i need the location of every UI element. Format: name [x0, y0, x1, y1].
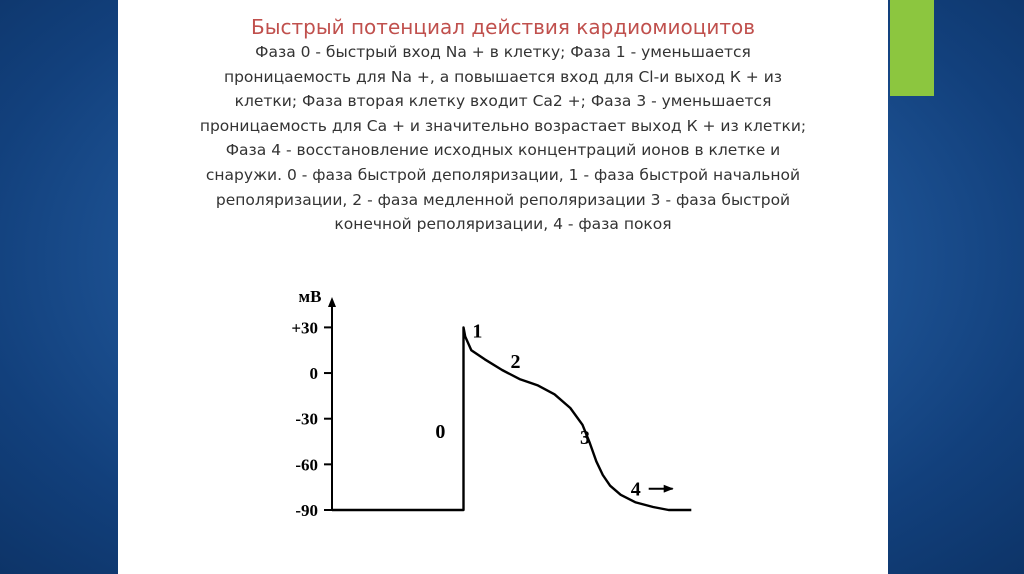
phase-label-2: 2: [510, 350, 521, 373]
slide-title: Быстрый потенциал действия кардиомиоцитов: [250, 15, 755, 39]
description-line: Фаза 4 - восстановление исходных концентраций ионов в клетке и: [225, 141, 781, 160]
accent-bar: [890, 0, 934, 96]
y-tick-label: -90: [295, 501, 318, 520]
y-tick-label: 0: [309, 364, 318, 384]
y-ticks: [291, 318, 332, 520]
phase-label-0: 0: [435, 420, 446, 443]
y-tick-label: -60: [295, 455, 318, 475]
description-line: клетки; Фаза вторая клетку входит Са2 +; Фаза 3 - уменьшается: [234, 92, 772, 111]
phase-label-1: 1: [472, 320, 483, 343]
description-line: конечной реполяризации, 4 - фаза покоя: [334, 215, 672, 234]
phase-labels: [435, 320, 640, 500]
slide: [118, 0, 888, 574]
description-line: снаружи. 0 - фаза быстрой деполяризации, 1 - фаза быстрой начальной: [205, 165, 801, 184]
description-line: проницаемость для Na +, а повышается вход для Cl-и выход К + из: [223, 67, 783, 86]
description-line: Фаза 0 - быстрый вход Na + в клетку; Фаза 1 - уменьшается: [255, 43, 751, 61]
y-tick-label: -30: [295, 409, 318, 429]
phase-label-4: 4: [630, 478, 641, 501]
phase-label-3: 3: [579, 426, 590, 449]
y-axis-label: мВ: [298, 287, 322, 306]
y-tick-label: +30: [291, 318, 318, 338]
description-line: проницаемость для Са + и значительно возрастает выход К + из клетки;: [199, 116, 807, 135]
description-line: реполяризации, 2 - фаза медленной реполяризации 3 - фаза быстрой: [215, 190, 791, 209]
action-potential-chart: [118, 0, 888, 574]
